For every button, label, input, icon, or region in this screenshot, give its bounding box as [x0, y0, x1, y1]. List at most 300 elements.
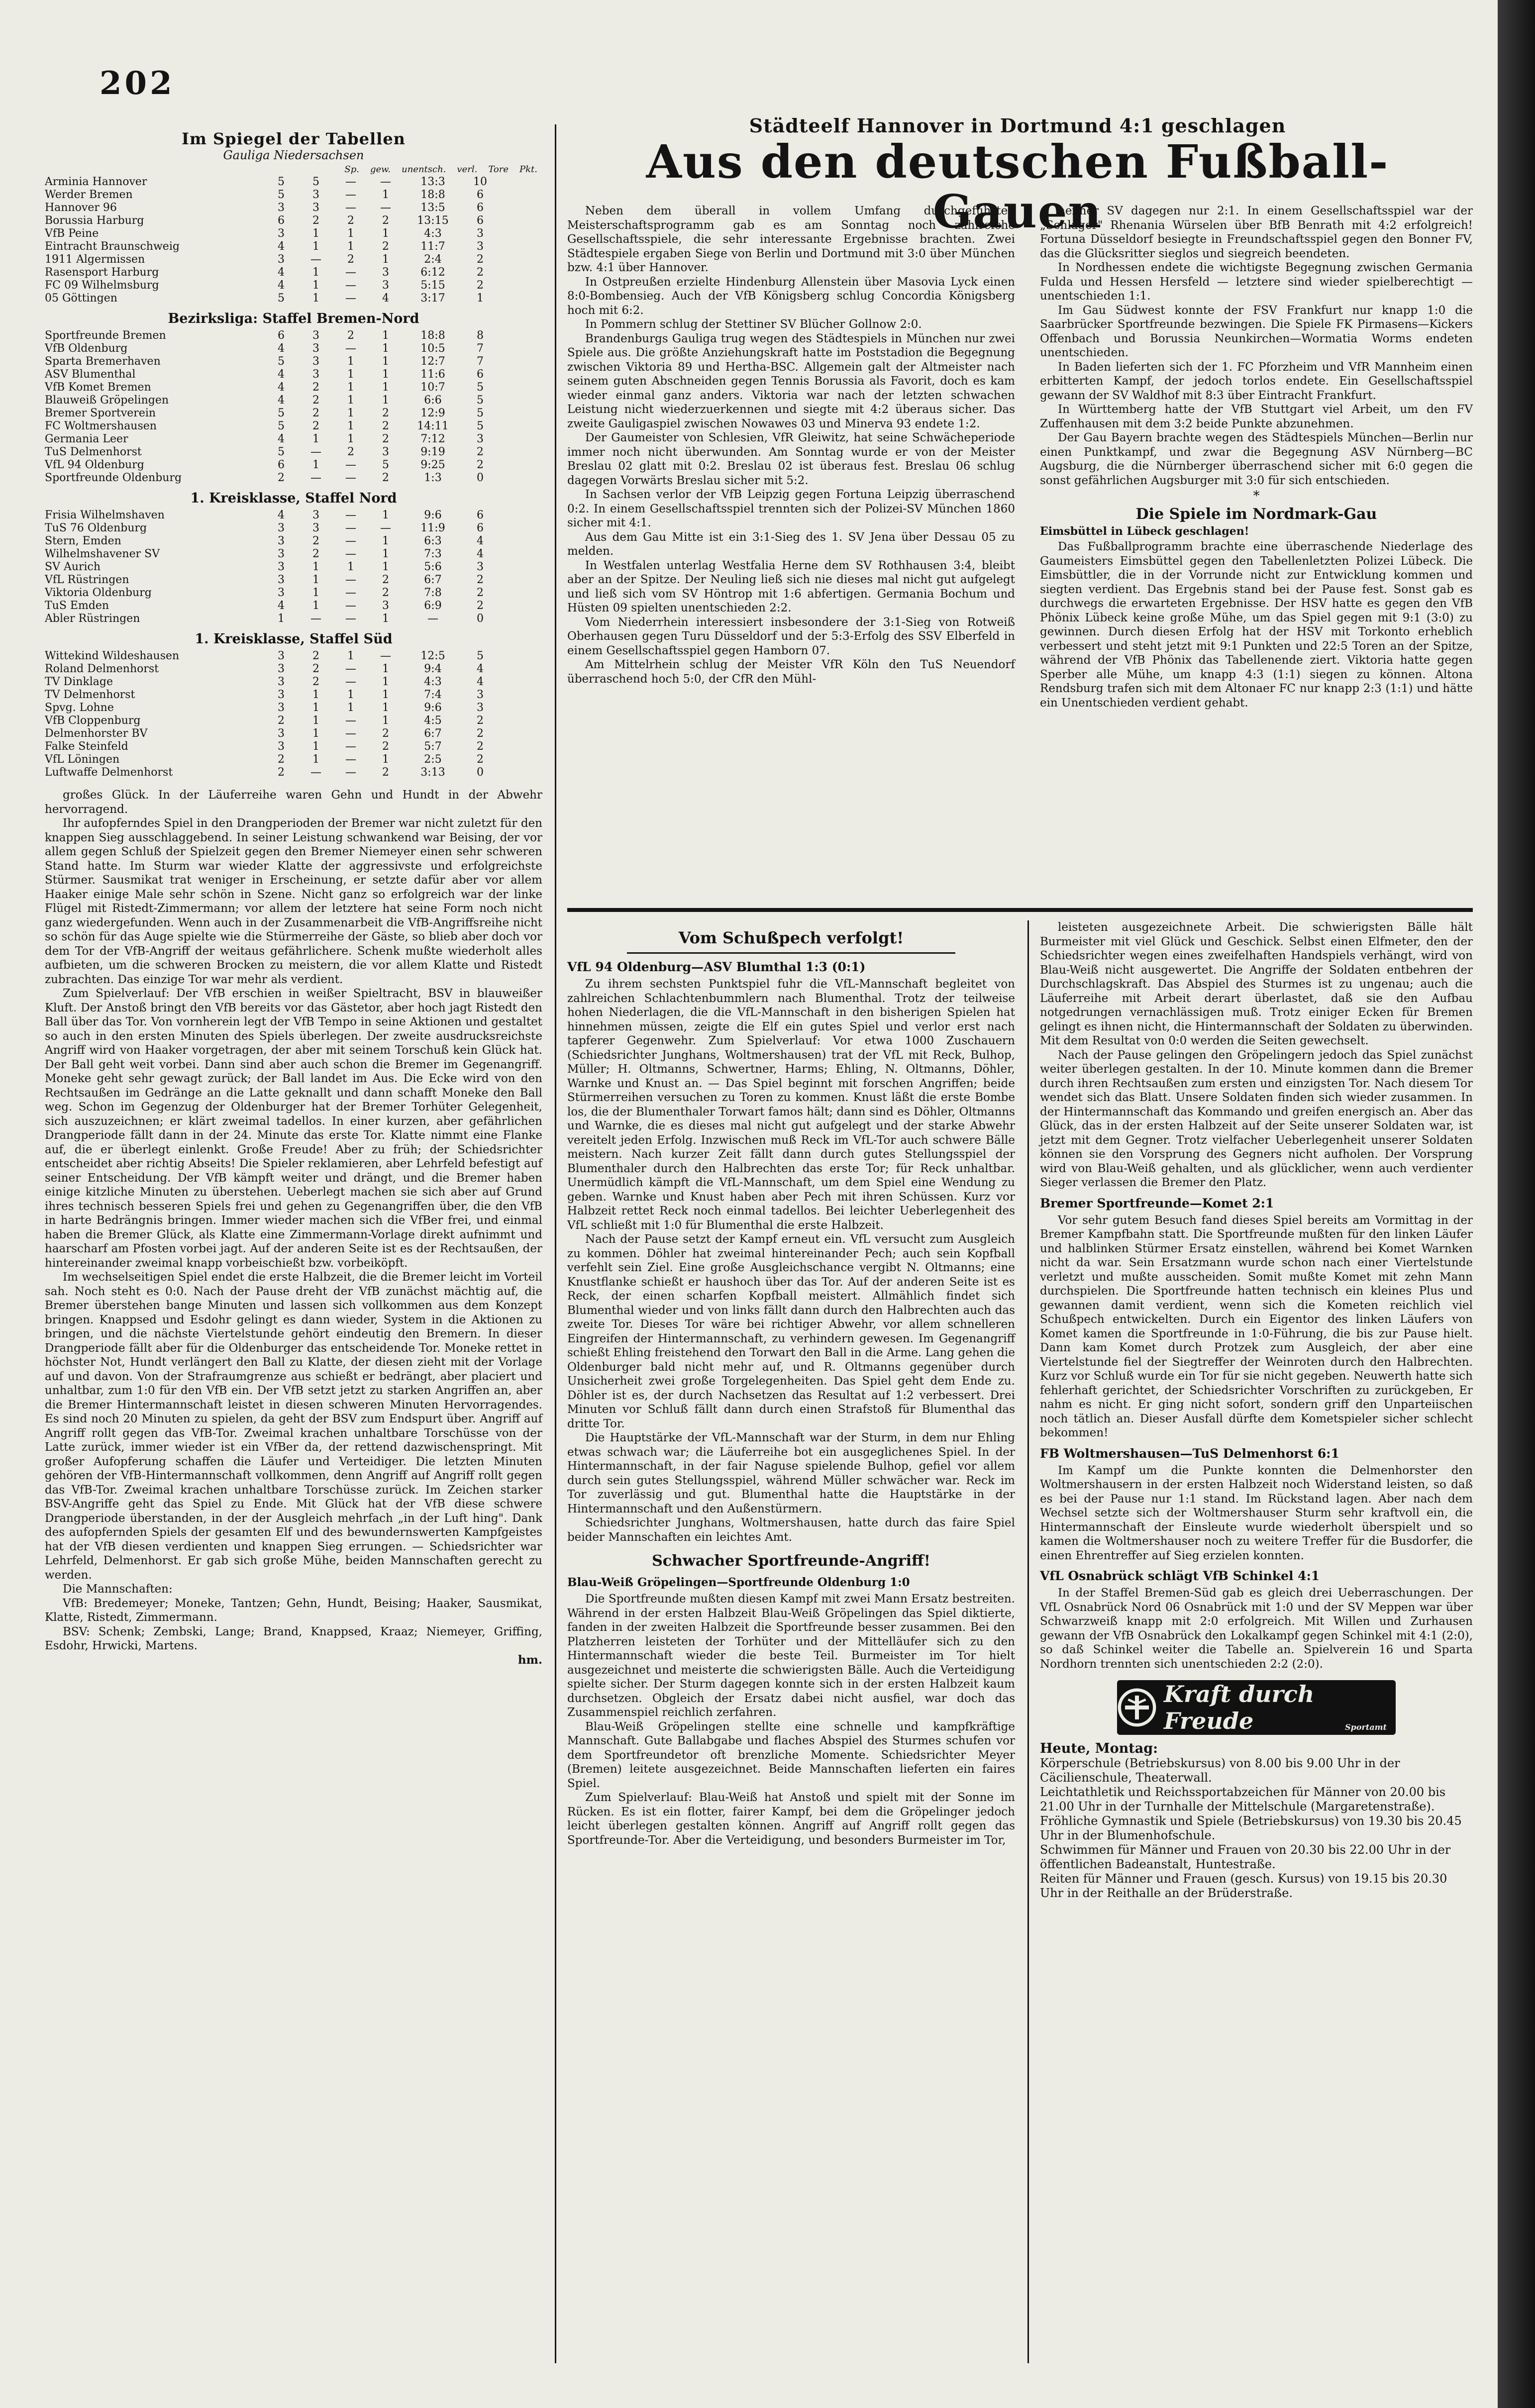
tables-title: Im Spiegel der Tabellen: [182, 129, 406, 148]
table-cell: 4:3: [424, 676, 442, 688]
table-cell: 1: [312, 689, 319, 701]
bottom-middle-column: [567, 920, 1015, 2363]
column-divider: [1027, 920, 1029, 2363]
table-cell: 13:15: [417, 214, 449, 227]
table-cell: 5:6: [424, 561, 442, 573]
table-cell: 2: [382, 727, 389, 740]
table-row: [45, 279, 542, 292]
table-cell: 5: [278, 446, 285, 458]
table-row: [45, 292, 542, 305]
table-cell: 11:9: [420, 522, 445, 534]
table-cell: —: [310, 472, 321, 484]
report-paragraph: Im wechselseitigen Spiel endet die erste Halbzeit, die die Bremer leicht im Vorteil sah. Noch steht es 0:0. Nach der Pause dreht der VfB zunächst mächtig auf, die Bremer überstehen bange Minuten und lassen sich vollkommen aus dem Konzept bringen. Knappsed und Esdohr gelingt es dann wieder, System in die Aktionen zu bringen, und die nächste Viertelstunde gehört eindeutig den Bremern. In dieser Drangperiode fällt aber für die Oldenburger das entscheidende Tor. Moneke rettet in höchster Not, Hundt verlängert den Ball zu Klatte, der diesen zieht mit der Vorlage auf und davon. Von der Strafraumgrenze aus schießt er bedrängt, aber placiert und unhaltbar, zum 1:0 für den VfB ein. Der VfB setzt jetzt zu starken Angriffen an, aber die Bremer Hintermannschaft leistet in diesen schweren Minuten Hervorragendes. Es sind noch 20 Minuten zu spielen, da geht der BSV zum Endspurt über. Angriff auf Angriff rollt gegen das VfB-Tor. Zweimal krachen unhaltbare Torschüsse von der Latte zurück, immer wieder ist ein VfBer da, der rettend dazwischenspringt. Mit großer Aufopferung schaffen die Läufer und Verteidiger. Die letzten Minuten gehören der VfB-Hintermannschaft vollkommen, denn Angriff auf Angriff rollt gegen das VfB-Tor. Zweimal krachen unhaltbare Torschüsse zurück. Im Zeichen starker BSV-Angriffe geht das Spiel zu Ende. Mit Glück hat der VfB diese schwere Drangperiode überstanden, in der der Ausgleich mehrfach „in der Luft hing". Dank des aufopfernden Spiels der gesamten Elf und des bewundernswerten Kampfgeistes hat der VfB diesen verdienten und knappen Sieg errungen. — Schiedsrichter war Lehrfeld, Delmenhorst. Er gab sich große Mühe, beiden Mannschaften gerecht zu werden.: [45, 1271, 542, 1582]
table-cell: 1: [312, 433, 319, 445]
table-cell: 1: [347, 368, 354, 381]
table-cell: 5: [312, 176, 319, 188]
table-cell: 5: [477, 394, 484, 406]
table-cell: 1: [382, 676, 389, 688]
table-cell: —: [345, 600, 356, 612]
table-cell: 1: [347, 561, 354, 573]
team-name: VfB Oldenburg: [45, 342, 128, 355]
report-paragraph: VfB: Bredemeyer; Moneke, Tantzen; Gehn, Hundt, Beising; Haaker, Sausmikat, Klatte, Ristedt, Zimmermann.: [45, 1597, 542, 1624]
table-cell: 3: [278, 727, 285, 740]
table-cell: 1: [312, 459, 319, 471]
table-cell: 1: [382, 342, 389, 355]
table-cell: 7:4: [424, 689, 442, 701]
table-cell: 1: [312, 266, 319, 279]
table-cell: 4: [477, 676, 484, 688]
table-cell: 2: [347, 329, 354, 342]
table-cell: —: [345, 459, 356, 471]
table-cell: 3: [382, 600, 389, 612]
table-cell: 4: [278, 381, 285, 394]
table-cell: 2: [347, 446, 354, 458]
table-cell: 1: [382, 253, 389, 266]
table-cell: 3: [278, 535, 285, 547]
table-cell: 2: [477, 253, 484, 266]
match1-paragraph: Schiedsrichter Junghans, Woltmershausen, hatte durch das faire Spiel beider Mannschaften ein leichtes Amt.: [567, 1516, 1015, 1544]
table-cell: 2: [312, 650, 319, 662]
team-name: VfB Peine: [45, 227, 99, 240]
table-cell: 11:6: [420, 368, 445, 381]
table-cell: 2: [477, 740, 484, 753]
table-cell: 1: [312, 240, 319, 253]
table-row: [45, 663, 542, 676]
table-cell: 1: [312, 714, 319, 727]
gau-paragraph: Aus dem Gau Mitte ist ein 3:1-Sieg des 1. SV Jena über Dessau 05 zu melden.: [567, 530, 1015, 558]
table-cell: 2: [312, 394, 319, 406]
table-cell: 4:5: [424, 714, 442, 727]
table-cell: 3: [278, 201, 285, 214]
section-rule: [567, 908, 1473, 912]
table-cell: —: [345, 176, 356, 188]
table-cell: —: [345, 522, 356, 534]
team-name: Stern, Emden: [45, 535, 121, 547]
table-cell: 1: [312, 587, 319, 599]
table-row: [45, 676, 542, 689]
table-row: [45, 561, 542, 574]
table-cell: 1: [312, 702, 319, 714]
kdf-logo-text: Kraft durch Freude: [1164, 1681, 1315, 1734]
table-cell: 1: [347, 355, 354, 368]
table-cell: 6:12: [420, 266, 445, 279]
table-cell: 3: [312, 355, 319, 368]
table-cell: —: [345, 612, 356, 625]
table-cell: 4: [278, 342, 285, 355]
table-cell: —: [345, 189, 356, 201]
table-row: [45, 329, 542, 342]
table-cell: 2: [312, 535, 319, 547]
table-row: [45, 650, 542, 663]
table-cell: 7:3: [424, 548, 442, 560]
table-cell: 7: [477, 355, 484, 368]
table-cell: 4: [278, 266, 285, 279]
table-cell: 4: [278, 600, 285, 612]
table-cell: 2:4: [424, 253, 442, 266]
table-cell: 2: [477, 714, 484, 727]
table-row: [45, 612, 542, 625]
table-cell: —: [310, 253, 321, 266]
table-cell: —: [345, 766, 356, 779]
table-cell: —: [310, 612, 321, 625]
table-cell: 4: [278, 240, 285, 253]
gau-paragraph: In Württemberg hatte der VfB Stuttgart viel Arbeit, um den FV Zuffenhausen mit dem 3:2 beide Punkte abzunehmen.: [1040, 403, 1473, 430]
table-cell: 3: [312, 368, 319, 381]
gau-paragraph: Im Gau Südwest konnte der FSV Frankfurt nur knapp 1:0 die Saarbrücker Sportfreunde bezwingen. Die Spiele FK Pirmasens—Kickers Offenbach und Borussia Neunkirchen—Wormatia Worms endeten unentschieden.: [1040, 303, 1473, 359]
team-name: Falke Steinfeld: [45, 740, 128, 753]
table-cell: 2: [477, 266, 484, 279]
table-cell: 5: [477, 407, 484, 419]
match3-title: Bremer Sportfreunde—Komet 2:1: [1040, 1196, 1274, 1210]
team-name: VfB Cloppenburg: [45, 714, 141, 727]
headline-main: Aus den deutschen Fußball-Gauen: [646, 135, 1389, 238]
table-cell: 2: [382, 472, 389, 484]
table-cell: 1: [312, 279, 319, 292]
schedule-list: [1040, 1756, 1473, 1901]
schedule-item: Leichtathletik und Reichssportabzeichen für Männer von 20.00 bis 21.00 Uhr in der Turnhalle der Mittelschule (Margaretenstraße).: [1040, 1785, 1446, 1813]
schedule-item: Körperschule (Betriebskursus) von 8.00 bis 9.00 Uhr in der Cäcilienschule, Theaterwall.: [1040, 1756, 1400, 1785]
table-cell: 2: [382, 240, 389, 253]
table-row: [45, 394, 542, 407]
team-name: Rasensport Harburg: [45, 266, 159, 279]
team-name: TuS Delmenhorst: [45, 446, 142, 458]
team-name: Spvg. Lohne: [45, 702, 114, 714]
table-cell: 2: [312, 381, 319, 394]
table-cell: 3: [278, 650, 285, 662]
table-row: [45, 266, 542, 279]
kdf-logo-sub: Sportamt: [1345, 1722, 1387, 1732]
schusspech-title: Vom Schußpech verfolgt!: [678, 928, 904, 947]
table-cell: —: [310, 766, 321, 779]
table-cell: —: [345, 548, 356, 560]
team-name: VfL Löningen: [45, 753, 120, 766]
table-cell: 3: [312, 189, 319, 201]
table-cell: 3: [312, 329, 319, 342]
table-cell: —: [345, 714, 356, 727]
gau-paragraph: In Baden lieferten sich der 1. FC Pforzheim und VfR Mannheim einen erbitterten Kampf, der jedoch torlos endete. Ein Gesellschaftsspiel gewann der SV Waldhof mit 8:3 über Eintracht Frankfurt.: [1040, 360, 1473, 402]
table-cell: 4: [477, 663, 484, 675]
table-cell: 3: [382, 446, 389, 458]
table-cell: 1: [382, 227, 389, 240]
table-cell: 6: [278, 459, 285, 471]
team-name: Wilhelmshavener SV: [45, 548, 160, 560]
team-name: TuS 76 Oldenburg: [45, 522, 147, 534]
match2-continued-paragraph: leisteten ausgezeichnete Arbeit. Die schwierigsten Bälle hält Burmeister mit viel Glück und Geschick. Selbst einen Elfmeter, den der Schiedsrichter wegen eines zweifelhaften Handspiels verhängt, wird von Blau-Weiß nicht ausgewertet. Die Angriffe der Soldaten entbehren der Durchschlagskraft. Das Abspiel des Sturmes ist zu ungenau; auch die Läuferreihe mit Arbeit derart überlastet, daß sie den Aufbau notgedrungen vernachlässigen muß. Trotz einiger Ecken für Bremen gelingt es ihnen nicht, die Hintermannschaft der Soldaten zu überwinden. Mit dem Resultat von 0:0 werden die Seiten gewechselt.: [1040, 921, 1473, 1047]
table-cell: —: [380, 522, 391, 534]
table-cell: 9:6: [424, 702, 442, 714]
table-cell: 1: [347, 381, 354, 394]
table-cell: 2: [382, 433, 389, 445]
table-cell: 1: [312, 740, 319, 753]
table-cell: 10:7: [420, 381, 445, 394]
team-name: Werder Bremen: [45, 189, 133, 201]
table-cell: 6:7: [424, 727, 442, 740]
table-cell: 2: [347, 253, 354, 266]
table-cell: 2: [477, 446, 484, 458]
team-name: Luftwaffe Delmenhorst: [45, 766, 173, 779]
table-cell: 3:17: [420, 292, 445, 304]
match4-paragraph: Im Kampf um die Punkte konnten die Delmenhorster den Woltmershausern in der ersten Halbzeit noch Widerstand leisten, so daß es bei der Pause nur 1:1 stand. Im Rückstand lagen. Aber nach dem Wechsel setzte sich der Woltmershauser Sturm sehr kraftvoll ein, die Hintermannschaft der Einsleute wurde wiederholt überspielt und so kamen die Woltmershauser noch zu weitere Treffer für die Busdorfer, die einen Ehrentreffer auf Sieg erzielen konnten.: [1040, 1464, 1473, 1562]
table-cell: 2: [278, 714, 285, 727]
table-cell: 3: [312, 201, 319, 214]
table-cell: 5: [278, 292, 285, 304]
table-row: [45, 459, 542, 472]
table-cell: 9:25: [420, 459, 445, 471]
gau-paragraph: Vom Niederrhein interessiert insbesondere der 3:1-Sieg von Rotweiß Oberhausen gegen Turu Düsseldorf und der 5:3-Erfolg des SSV Elberfeld in einem Gesellschaftsspiel gegen Hamborn 07.: [567, 615, 1015, 657]
table-header-cell: Sp.: [344, 164, 359, 175]
table-cell: 1: [382, 561, 389, 573]
table-cell: 5: [278, 176, 285, 188]
table-cell: 4: [477, 548, 484, 560]
table-cell: 5: [278, 355, 285, 368]
table-cell: 4: [477, 535, 484, 547]
table-cell: 5:15: [420, 279, 445, 292]
team-name: Frisia Wilhelmshaven: [45, 509, 165, 521]
table-cell: 1: [477, 292, 484, 304]
team-name: TuS Emden: [45, 600, 109, 612]
table-cell: —: [345, 740, 356, 753]
table-section-title: 1. Kreisklasse, Staffel Nord: [190, 491, 397, 506]
table-cell: 2: [477, 753, 484, 766]
table-cell: 3:13: [420, 766, 445, 779]
table-row: [45, 368, 542, 381]
schedule-item: Schwimmen für Männer und Frauen von 20.30 bis 22.00 Uhr in der öffentlichen Badeanstalt, Huntestraße.: [1040, 1843, 1451, 1871]
table-cell: 4: [278, 394, 285, 406]
table-cell: 1: [347, 650, 354, 662]
table-cell: 14:11: [417, 420, 449, 432]
gau-paragraph: In Nordhessen endete die wichtigste Begegnung zwischen Germania Fulda und Hessen Hersfeld — letztere sind wieder spielberechtigt — unentschieden 1:1.: [1040, 261, 1473, 302]
table-cell: 2: [382, 740, 389, 753]
team-name: Sparta Bremerhaven: [45, 355, 161, 368]
table-cell: —: [380, 201, 391, 214]
team-name: Blauweiß Gröpelingen: [45, 394, 169, 406]
table-cell: 3: [278, 561, 285, 573]
table-cell: 4: [278, 279, 285, 292]
table-row: [45, 214, 542, 227]
match1-title: VfL 94 Oldenburg—ASV Blumthal 1:3 (0:1): [567, 960, 866, 974]
table-cell: 2: [312, 420, 319, 432]
table-cell: 3: [477, 227, 484, 240]
table-row: [45, 472, 542, 485]
team-name: VfL Rüstringen: [45, 574, 129, 586]
gau-report-left: [567, 204, 1015, 901]
team-name: Bremer Sportverein: [45, 407, 156, 419]
table-row: [45, 600, 542, 612]
match2-continued-paragraph: Nach der Pause gelingen den Gröpelingern jedoch das Spiel zunächst weiter überlegen gestalten. In der 10. Minute kommen dann die Bremer durch ihren Rechtsaußen zum ersten und einzigsten Tor. Nach diesem Tor wendet sich das Blatt. Unsere Soldaten finden sich wieder zusammen. In der Hintermannschaft das Kommando und greifen energisch an. Aber das Glück, das in der ersten Halbzeit auf der Seite unserer Soldaten war, ist jetzt mit dem Gegner. Trotz vielfacher Ueberlegenheit unserer Soldaten können sie den Vorsprung des Gegners nicht aufholen. Der Vorsprung wird von Blau-Weiß gehalten, und als glücklicher, wenn auch verdienter Sieger verlassen die Bremer den Platz.: [1040, 1048, 1473, 1189]
table-cell: 5: [477, 381, 484, 394]
table-cell: 0: [477, 472, 484, 484]
table-cell: —: [345, 472, 356, 484]
table-row: [45, 176, 542, 189]
table-cell: 12:5: [420, 650, 445, 662]
table-row: [45, 714, 542, 727]
match1-paragraph: Die Hauptstärke der VfL-Mannschaft war der Sturm, in dem nur Ehling etwas schwach war; die Läuferreihe bot ein ausgeglichenes Spiel. In der Hintermannschaft, in der fair Naguse spielende Bulhop, gefiel vor allem durch sein gutes Stellungsspiel, während Müller schwächer war. Reck im Tor zuverlässig und gut. Blumenthal hatte die Hauptstärke in der Hintermannschaft und den Außenstürmern.: [567, 1431, 1015, 1515]
match1-paragraph: Zu ihrem sechsten Punktspiel fuhr die VfL-Mannschaft begleitet von zahlreichen Schlachtenbummlern nach Blumenthal. Trotz der teilweise hohen Niederlagen, die die VfL-Mannschaft in den bisherigen Spielen hat hinnehmen müssen, zeigte die Elf ein gutes Spiel und verlor erst nach tapferer Gegenwehr. Zum Spielverlauf: Vor etwa 1000 Zuschauern (Schiedsrichter Junghans, Woltmershausen) trat der VfL mit Reck, Bulhop, Müller; H. Oltmanns, Schwertner, Harms; Ehling, N. Oltmanns, Döhler, Warnke und Knust an. — Das Spiel beginnt mit forschen Angriffen; beide Stürmerreihen versuchen zu Toren zu kommen. Knust läßt die erste Bombe los, die der Blumenthaler Torwart famos hält; dann sind es Döhler, Oltmanns und Warnke, die es dieses mal nicht gut aufgelegt und der starke Abwehr vereitelt jeden Erfolg. Inzwischen muß Reck im VfL-Tor auch schwere Bälle meistern. Nach kurzer Zeit fällt dann durch gutes Stellungsspiel der Blumenthaler durch den Halbrechten das erste Tor; für Reck unhaltbar. Unermüdlich kämpft die VfL-Mannschaft, um dem Spiel eine Wendung zu geben. Warnke und Knust haben aber Pech mit ihren Schüssen. Kurz vor Halbzeit rettet Reck noch einmal tadellos. Bei leichter Ueberlegenheit des VfL schließt mit 1:0 für Blumenthal die erste Halbzeit.: [567, 978, 1015, 1232]
table-row: [45, 342, 542, 355]
report-paragraph: BSV: Schenk; Zembski, Lange; Brand, Knappsed, Kraaz; Niemeyer, Griffing, Esdohr, Hrwicki, Martens.: [45, 1625, 542, 1652]
match1-paragraph: Nach der Pause setzt der Kampf erneut ein. VfL versucht zum Ausgleich zu kommen. Döhler hat zweimal hintereinander Pech; auch sein Kopfball verfehlt sein Ziel. Eine große Ausgleichschance vergibt N. Oltmanns; eine Knustflanke schießt er haushoch über das Tor. Auf der anderen Seite ist es Reck, der einen scharfen Kopfball meistert. Allmählich findet sich Blumenthal wieder und von links fällt dann durch den Halbrechten auch das zweite Tor. Dieses Tor wäre bei richtiger Abwehr, vor allem schnelleren Eingreifen der Hintermannschaft, zu verhindern gewesen. Im Gegenangriff schießt Ehling freistehend den Torwart den Ball in die Arme. Lang gehen die Oldenburger bald nicht mehr auf, und R. Oltmanns gegenüber durch Unsicherheit zwei große Torgelegenheiten. Das Spiel geht dem Ende zu. Döhler ist es, der durch Nachsetzen das Resultat auf 1:2 verbessert. Drei Minuten vor Schluß fällt dann durch einen Strafstoß für Blumenthal das dritte Tor.: [567, 1233, 1015, 1430]
table-row: [45, 689, 542, 702]
table-cell: 1: [382, 189, 389, 201]
team-name: 1911 Algermissen: [45, 253, 145, 266]
table-cell: 2:5: [424, 753, 442, 766]
table-cell: 2: [382, 407, 389, 419]
team-name: Sportfreunde Bremen: [45, 329, 166, 342]
table-cell: 6:6: [424, 394, 442, 406]
table-cell: 6: [477, 201, 484, 214]
table-row: [45, 535, 542, 548]
team-name: Arminia Hannover: [45, 176, 147, 188]
match2-paragraph: Zum Spielverlauf: Blau-Weiß hat Anstoß und spielt mit der Sonne im Rücken. Es ist ein flotter, fairer Kampf, bei dem die Gröpelinger jedoch leicht überlegen gestalten können. Angriff auf Angriff rollt gegen das Sportfreunde-Tor. Aber die Verteidigung, und besonders Burmeister im Tor,: [567, 1791, 1015, 1847]
table-cell: 2: [382, 766, 389, 779]
table-cell: 2: [477, 574, 484, 586]
team-name: Sportfreunde Oldenburg: [45, 472, 182, 484]
table-cell: 6:7: [424, 574, 442, 586]
table-cell: 1: [382, 394, 389, 406]
match4-title: FB Woltmershausen—TuS Delmenhorst 6:1: [1040, 1446, 1339, 1461]
table-cell: 2: [477, 279, 484, 292]
table-row: [45, 766, 542, 779]
table-cell: 11:7: [420, 240, 445, 253]
gau-paragraph: Der Gau Bayern brachte wegen des Städtespiels München—Berlin nur einen Punktkampf, und zwar die Begegnung ASV Nürnberg—BC Augsburg, die die Nürnberger überraschend sicher mit 6:0 gegen die sonst gefährlichen Augsburger mit 3:0 für sich entschieden.: [1040, 431, 1473, 487]
schedule-item: Reiten für Männer und Frauen (gesch. Kursus) von 19.15 bis 20.30 Uhr in der Reithalle an der Brüderstraße.: [1040, 1872, 1447, 1900]
table-cell: —: [345, 574, 356, 586]
table-cell: 3: [278, 740, 285, 753]
team-name: Abler Rüstringen: [45, 612, 140, 625]
table-cell: 3: [278, 587, 285, 599]
team-name: FC 09 Wilhelmsburg: [45, 279, 159, 292]
table-cell: —: [427, 612, 438, 625]
table-row: [45, 433, 542, 446]
team-name: TV Dinklage: [45, 676, 113, 688]
table-cell: 1: [347, 394, 354, 406]
table-header-cell: unentsch.: [402, 164, 446, 175]
table-row: [45, 253, 542, 266]
table-cell: 0: [477, 612, 484, 625]
table-cell: 1: [382, 548, 389, 560]
table-cell: 9:6: [424, 509, 442, 521]
table-cell: 2: [382, 587, 389, 599]
team-name: Roland Delmenhorst: [45, 663, 159, 675]
table-row: [45, 446, 542, 459]
match2-paragraph: Blau-Weiß Gröpelingen stellte eine schnelle und kampfkräftige Mannschaft. Gute Ballabgabe und flaches Abspiel des Sturmes schufen vor dem Sportfreundetor oft brenzliche Momente. Schiedsrichter Meyer (Bremen) leitete ausgezeichnet. Beide Mannschaften lieferten ein faires Spiel.: [567, 1720, 1015, 1790]
team-name: Delmenhorster BV: [45, 727, 148, 740]
team-name: FC Woltmershausen: [45, 420, 157, 432]
match3-paragraph: Vor sehr gutem Besuch fand dieses Spiel bereits am Vormittag in der Bremer Kampfbahn statt. Die Sportfreunde mußten für den linken Läufer und halblinken Stürmer Ersatz einstellen, während bei Komet Warnken nicht da war. Sein Ersatzmann wurde schon nach einer Viertelstunde verletzt und mußte ausscheiden. Somit mußte Komet mit zehn Mann durchspielen. Die Sportfreunde hatten technisch ein kleines Plus und gewannen damit verdient, wenn sich die Kometen reichlich viel Schußpech entwickelten. Durch ein Eigentor des linken Läufers von Komet kamen die Sportfreunde in 1:0-Führung, die bis zur Pause hielt. Dann kam Komet durch Protzek zum Ausgleich, der aber eine Viertelstunde fiel der Siegtreffer der Weinroten durch den Halbrechten. Kurz vor Schluß wurde ein Tor für sie nicht gegeben. Neuwerth hatte sich fehlerhaft gerichtet, der Schiedsrichter Vorschriften zu zurückgeben, Er nahm es nicht. Er ging nicht sofort, sondern griff den Unparteiischen noch tätlich an. Dieser Ausfall dürfte dem Kometspieler sicher schlecht bekommen!: [1040, 1213, 1473, 1439]
table-cell: 1: [312, 574, 319, 586]
table-cell: 1: [382, 714, 389, 727]
table-cell: 5:7: [424, 740, 442, 753]
table-cell: 2: [477, 727, 484, 740]
schedule-title: Heute, Montag:: [1040, 1741, 1158, 1756]
table-cell: 2: [477, 587, 484, 599]
bottom-right-column: [1040, 920, 1473, 2388]
gau-paragraph: In Pommern schlug der Stettiner SV Blücher Gollnow 2:0.: [585, 318, 922, 331]
tables-subtitle: Gauliga Niedersachsen: [223, 148, 364, 162]
table-row: [45, 227, 542, 240]
table-cell: —: [345, 342, 356, 355]
table-cell: 1: [347, 240, 354, 253]
team-name: Viktoria Oldenburg: [45, 587, 152, 599]
table-cell: 2: [312, 663, 319, 675]
table-cell: 1: [382, 702, 389, 714]
team-name: TV Delmenhorst: [45, 689, 135, 701]
table-cell: 12:7: [420, 355, 445, 368]
table-cell: 7:12: [420, 433, 445, 445]
table-cell: —: [345, 201, 356, 214]
table-row: [45, 574, 542, 587]
table-cell: 4:3: [424, 227, 442, 240]
table-row: [45, 407, 542, 420]
table-cell: —: [345, 535, 356, 547]
table-cell: 1: [347, 407, 354, 419]
table-cell: 1: [312, 600, 319, 612]
team-name: Borussia Harburg: [45, 214, 144, 227]
table-cell: —: [380, 650, 391, 662]
report-paragraph: Ihr aufopferndes Spiel in den Drangperioden der Bremer war nicht zuletzt für den knappen Sieg ausschlaggebend. In seiner Leistung schwankend war Beising, der vor allem gegen Schluß der Spielzeit gegen den Bremer Niemeyer einen sehr schweren Stand hatte. Im Sturm war wieder Klatte der aggressivste und erfolgreichste Stürmer. Sausmikat trat weniger in Erscheinung, er setzte dafür aber vor allem Haaker einige Male sehr schön in Szene. Nicht ganz so erfolgreich war der linke Flügel mit Ristedt-Zimmermann; vor allem der letztere hat seine Form noch nicht ganz wiedergefunden. Wenn auch in der Zusammenarbeit die VfB-Angriffsreihe nicht so schön für das Auge spielte wie die Stürmerreihe der Gäste, so blieb aber doch vor dem Tor der VfB-Angriff der weitaus gefährlichere. Schenk mußte wiederholt alles aufbieten, um die schweren Brocken zu meistern, die vor allem Klatte und Ristedt zubrachten. Das einzige Tor war mehr als verdient.: [45, 817, 542, 986]
table-cell: 3: [382, 266, 389, 279]
table-cell: 1: [382, 329, 389, 342]
table-cell: 1: [347, 702, 354, 714]
gau-paragraph: Brandenburgs Gauliga trug wegen des Städtespiels in München nur zwei Spiele aus. Die größte Anziehungskraft hatte im Poststadion die Begegnung zwischen Viktoria 89 und Hertha-BSC. Allgemein galt der Altmeister nach seinem guten Abschneiden gegen Tennis Borussia als Favorit, doch es kam wieder einmal ganz anders. Viktoria war nach der letzten schwachen Leistung nicht wiederzuerkennen und siegte mit 4:2 überaus sicher. Das zweite Gauligaspiel zwischen Nowawes 03 und Minerva 93 endete 1:2.: [567, 332, 1015, 430]
table-cell: 6: [278, 329, 285, 342]
table-row: [45, 420, 542, 433]
table-cell: 6: [477, 189, 484, 201]
table-cell: 2: [382, 574, 389, 586]
match5-paragraph: In der Staffel Bremen-Süd gab es gleich drei Ueberraschungen. Der VfL Osnabrück Nord 06 Osnabrück mit 1:0 und der SV Meppen war über Schwarzweiß knapp mit 2:0 erfolgreich. Mit Willen und Zurhausen gewann der VfB Osnabrück den Lokalkampf gegen Schinkel mit 4:1 (2:0), so daß Schinkel weiter die Tabelle an. Spielverein 16 und Sparta Nordhorn trennten sich unentschieden 2:2 (2:0).: [1040, 1587, 1473, 1671]
gau-paragraph: In Ostpreußen erzielte Hindenburg Allenstein über Masovia Lyck einen 8:0-Bombensieg. Auch der VfB Königsberg schlug Concordia Königsberg hoch mit 6:2.: [567, 275, 1015, 317]
match2-subtitle: Blau-Weiß Gröpelingen—Sportfreunde Oldenburg 1:0: [567, 1576, 910, 1589]
table-cell: 3: [278, 522, 285, 534]
table-cell: —: [345, 663, 356, 675]
table-cell: 3: [382, 279, 389, 292]
team-name: ASV Blumenthal: [45, 368, 136, 381]
headline-top: Städteelf Hannover in Dortmund 4:1 geschlagen: [749, 114, 1286, 137]
table-cell: 6:9: [424, 600, 442, 612]
table-cell: 2: [312, 407, 319, 419]
table-cell: 5: [278, 189, 285, 201]
table-cell: 5: [278, 407, 285, 419]
table-row: [45, 753, 542, 766]
team-name: Wittekind Wildeshausen: [45, 650, 180, 662]
table-cell: —: [345, 279, 356, 292]
table-cell: 3: [278, 548, 285, 560]
table-cell: 4: [278, 368, 285, 381]
table-header-cell: Pkt.: [519, 164, 537, 175]
table-cell: 2: [347, 214, 354, 227]
table-row: [45, 740, 542, 753]
table-cell: —: [345, 727, 356, 740]
nordmark-subtitle: Eimsbüttel in Lübeck geschlagen!: [1040, 525, 1249, 538]
table-cell: 3: [477, 561, 484, 573]
match2-title: Schwacher Sportfreunde-Angriff!: [652, 1552, 930, 1570]
table-cell: 1: [382, 368, 389, 381]
table-cell: 2: [312, 214, 319, 227]
table-cell: 1: [382, 753, 389, 766]
table-cell: 6: [477, 368, 484, 381]
report-paragraph: großes Glück. In der Läuferreihe waren Gehn und Hundt in der Abwehr hervorragend.: [45, 789, 542, 816]
table-cell: 3: [278, 702, 285, 714]
table-cell: 5: [477, 420, 484, 432]
table-cell: 0: [477, 766, 484, 779]
table-row: [45, 548, 542, 561]
table-cell: 3: [477, 433, 484, 445]
team-name: Eintracht Braunschweig: [45, 240, 180, 253]
table-cell: 3: [477, 689, 484, 701]
table-cell: 4: [278, 509, 285, 521]
gau-paragraph: Am Mittelrhein schlug der Meister VfR Köln den TuS Neuendorf überraschend hoch 5:0, der CfR den Mühl-: [567, 658, 1015, 686]
table-cell: 1: [347, 689, 354, 701]
